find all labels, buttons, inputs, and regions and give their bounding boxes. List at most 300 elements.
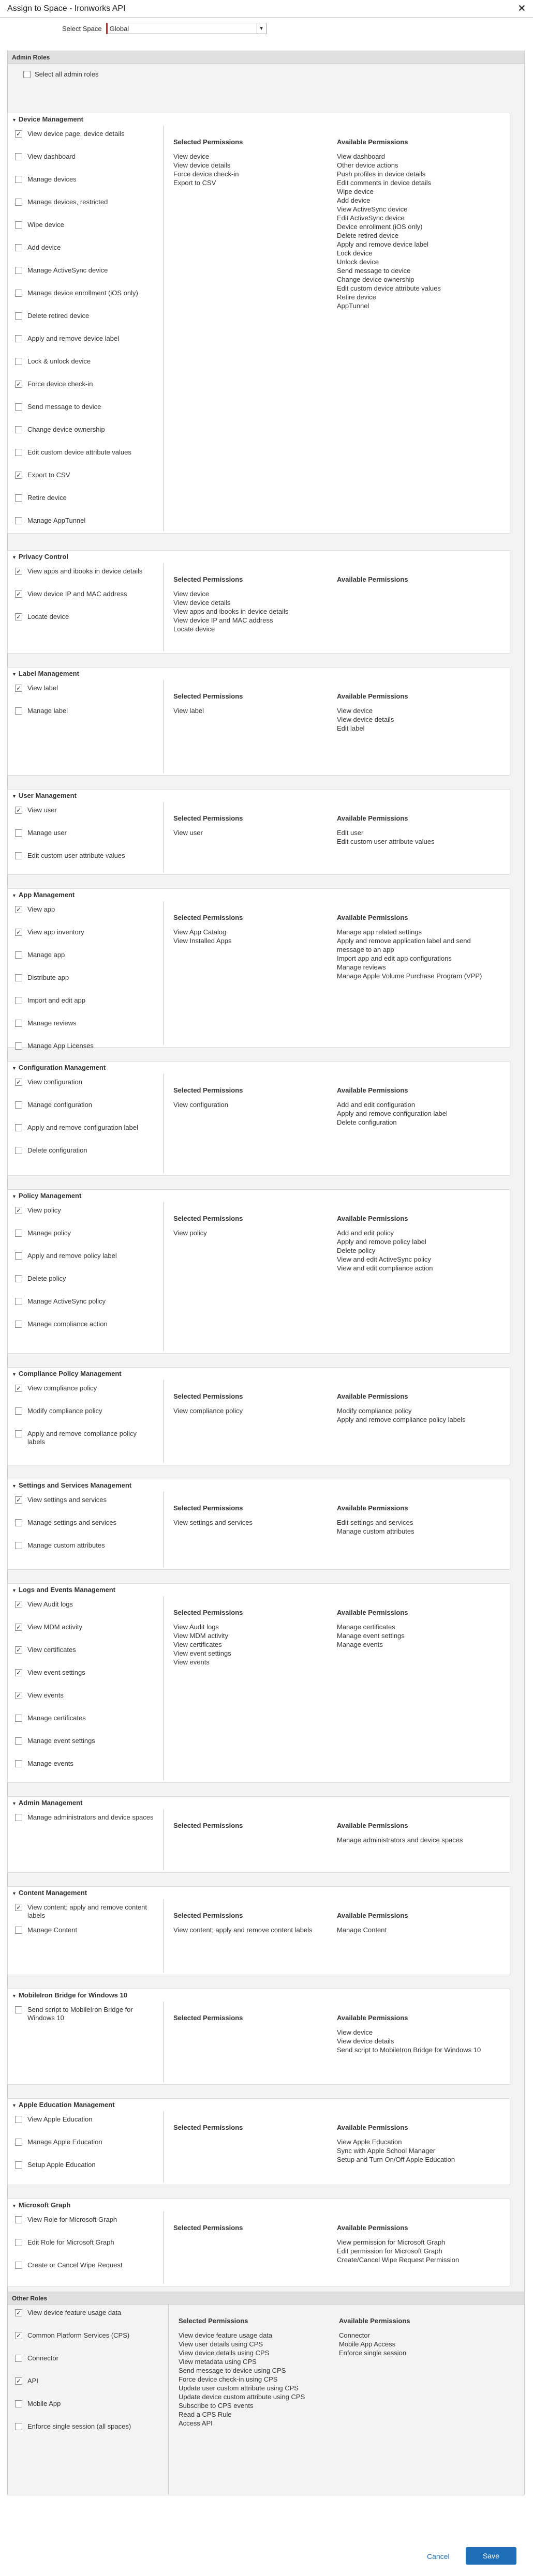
checkbox-modify-compliance-policy[interactable] — [15, 1407, 22, 1415]
permission-checkbox-row[interactable] — [15, 2309, 155, 2317]
checkbox-label: Enforce single session (all spaces) — [27, 2422, 131, 2430]
selected-permission-item: Send message to device using CPS — [179, 2367, 286, 2374]
checkbox-manage-policy[interactable] — [15, 1230, 22, 1237]
permission-checkbox-row[interactable] — [15, 244, 155, 252]
collapse-triangle-icon[interactable]: ▼ — [12, 1801, 17, 1806]
permission-checkbox-row[interactable] — [15, 403, 155, 411]
selected-permission-item: View settings and services — [173, 1519, 253, 1526]
selected-permission-item: View user details using CPS — [179, 2340, 263, 2348]
checkbox-common-platform-services-cps[interactable] — [15, 2332, 22, 2339]
checkbox-label: Manage configuration — [27, 1101, 93, 1109]
permission-checkbox-row[interactable] — [15, 221, 155, 229]
selected-permissions-column — [173, 126, 318, 187]
permission-checkbox-row[interactable] — [15, 312, 155, 320]
checkbox-manage-apptunnel[interactable] — [15, 517, 22, 524]
column-divider — [163, 1380, 164, 1463]
collapse-triangle-icon[interactable]: ▼ — [12, 117, 17, 123]
selected-permission-item: View device — [173, 590, 210, 598]
save-button[interactable]: Save — [466, 2547, 516, 2565]
role-group-header[interactable] — [8, 1368, 510, 1378]
permission-checkbox-row[interactable] — [15, 494, 155, 502]
available-permissions-column — [337, 1492, 492, 1536]
checkbox-label: Manage event settings — [27, 1737, 95, 1745]
selected-permissions-header: Selected Permissions — [173, 814, 243, 822]
checkbox-manage-administrators-and-device-spaces[interactable] — [15, 1814, 22, 1821]
selected-permissions-list — [173, 1100, 318, 1109]
checkbox-label: Edit custom device attribute values — [27, 448, 131, 456]
available-permissions-column — [337, 126, 492, 310]
available-permissions-list — [337, 928, 492, 980]
permission-checkbox-row[interactable] — [15, 448, 155, 457]
checkbox-view-role-for-microsoft-graph[interactable] — [15, 2216, 22, 2223]
permission-checkbox-row[interactable] — [15, 1691, 155, 1700]
column-divider — [168, 2305, 169, 2495]
available-permission-item: View and edit ActiveSync policy — [337, 1255, 431, 1263]
permission-checkbox-row[interactable] — [15, 1101, 155, 1109]
collapse-triangle-icon[interactable]: ▼ — [12, 893, 17, 898]
permission-checkbox-row[interactable] — [15, 2115, 155, 2124]
collapse-triangle-icon[interactable]: ▼ — [12, 1588, 17, 1593]
permission-checkbox-row[interactable] — [15, 1646, 155, 1654]
role-group-body — [8, 126, 510, 531]
checkbox-locate-device[interactable] — [15, 613, 22, 620]
permission-checkbox-row[interactable] — [15, 357, 155, 366]
available-permission-item: AppTunnel — [337, 302, 369, 310]
selected-permissions-column — [173, 1492, 318, 1527]
selected-permission-item: View device — [173, 153, 210, 160]
permission-checkbox-row[interactable] — [15, 2377, 155, 2385]
available-permission-item: Other device actions — [337, 161, 398, 169]
permission-checkbox-row[interactable] — [15, 1430, 155, 1446]
checkbox-wipe-device[interactable] — [15, 221, 22, 229]
collapse-triangle-icon[interactable]: ▼ — [12, 1194, 17, 1199]
permission-checkbox-row[interactable] — [15, 1275, 155, 1283]
permission-checkbox-row[interactable] — [15, 707, 155, 715]
checkbox-view-app[interactable] — [15, 906, 22, 913]
select-all-label: Select all admin roles — [35, 70, 99, 78]
role-group-header[interactable] — [8, 1190, 510, 1200]
selected-permission-item: View user — [173, 829, 203, 837]
permission-checkbox-row[interactable] — [15, 1384, 155, 1392]
checkbox-setup-apple-education[interactable] — [15, 2161, 22, 2169]
permission-checkbox-row[interactable] — [15, 2006, 155, 2022]
role-group-app-management — [7, 888, 510, 1048]
checkbox-view-policy[interactable] — [15, 1207, 22, 1214]
select-all-checkbox[interactable] — [23, 71, 31, 78]
selected-permissions-header: Selected Permissions — [173, 1086, 243, 1094]
available-permission-item: Delete configuration — [337, 1118, 397, 1126]
collapse-triangle-icon[interactable]: ▼ — [12, 1483, 17, 1489]
role-group-title: Settings and Services Management — [18, 1481, 132, 1489]
available-permission-item: Add and edit configuration — [337, 1101, 416, 1109]
checkbox-view-content-apply-and-remove-content-labels[interactable] — [15, 1904, 22, 1911]
select-all-row[interactable] — [8, 64, 524, 84]
role-group-header[interactable] — [8, 1479, 510, 1490]
checkbox-manage-app-licenses[interactable] — [15, 1042, 22, 1050]
checkbox-apply-and-remove-configuration-label[interactable] — [15, 1124, 22, 1131]
checkbox-label: View events — [27, 1691, 64, 1699]
collapse-triangle-icon[interactable]: ▼ — [12, 2203, 17, 2208]
selected-permission-item: View configuration — [173, 1101, 228, 1109]
collapse-triangle-icon[interactable]: ▼ — [12, 672, 17, 677]
available-permission-item: Manage administrators and device spaces — [337, 1836, 463, 1844]
checkbox-delete-retired-device[interactable] — [15, 312, 22, 320]
checkbox-manage-app[interactable] — [15, 951, 22, 959]
checkbox-manage-user[interactable] — [15, 829, 22, 837]
checkbox-apply-and-remove-device-label[interactable] — [15, 335, 22, 342]
permission-checkbox-row[interactable] — [15, 2261, 155, 2269]
role-group-body — [8, 2002, 510, 2082]
permission-checkbox-row[interactable] — [15, 567, 155, 575]
checkbox-view-apple-education[interactable] — [15, 2116, 22, 2123]
permission-checkbox-row[interactable] — [15, 2238, 155, 2247]
available-permission-item: Device enrollment (iOS only) — [337, 223, 423, 231]
select-space-row — [0, 18, 533, 39]
permission-checkbox-row[interactable] — [15, 1669, 155, 1677]
checkbox-view-event-settings[interactable] — [15, 1669, 22, 1676]
checkbox-manage-content[interactable] — [15, 1927, 22, 1934]
selected-permissions-header: Selected Permissions — [173, 2224, 243, 2232]
available-permission-item: Import app and edit app configurations — [337, 954, 452, 962]
role-group-compliance-policy-management — [7, 1367, 510, 1465]
permission-checkbox-row[interactable] — [15, 1124, 155, 1132]
role-group-title: Privacy Control — [18, 553, 69, 560]
permission-checkbox-row[interactable] — [15, 2331, 155, 2340]
checkbox-label: Manage devices, restricted — [27, 198, 108, 206]
available-permission-item: View and edit compliance action — [337, 1264, 433, 1272]
role-group-header[interactable] — [8, 2099, 510, 2109]
role-group-header[interactable] — [8, 668, 510, 678]
checkbox-manage-activesync-device[interactable] — [15, 267, 22, 274]
permission-checkbox-row[interactable] — [15, 613, 155, 621]
checkbox-edit-custom-user-attribute-values[interactable] — [15, 852, 22, 859]
available-permissions-column — [337, 680, 492, 733]
checkbox-manage-configuration[interactable] — [15, 1101, 22, 1109]
checkbox-mobile-app[interactable] — [15, 2400, 22, 2407]
permission-checkbox-row[interactable] — [15, 1737, 155, 1745]
checkbox-label: Apply and remove configuration label — [27, 1124, 138, 1131]
checkbox-label: Manage app — [27, 951, 65, 959]
permission-checkbox-row[interactable] — [15, 1042, 155, 1050]
select-space-dropdown[interactable] — [106, 23, 266, 34]
role-group-title: Configuration Management — [18, 1064, 106, 1071]
role-group-header[interactable] — [8, 1062, 510, 1072]
permission-checkbox-row[interactable] — [15, 517, 155, 525]
permission-checkbox-row[interactable] — [15, 1252, 155, 1260]
permission-checkbox-row[interactable] — [15, 806, 155, 814]
collapse-triangle-icon[interactable]: ▼ — [12, 1993, 17, 1998]
checkbox-import-and-edit-app[interactable] — [15, 997, 22, 1004]
selected-permissions-column — [179, 2305, 323, 2428]
permission-checkbox-row[interactable] — [15, 974, 155, 982]
checkbox-label: Manage compliance action — [27, 1320, 108, 1328]
available-permission-item: Wipe device — [337, 188, 374, 195]
available-permissions-list — [337, 2138, 492, 2164]
permission-checkbox-row[interactable] — [15, 2161, 155, 2169]
checkbox-view-user[interactable] — [15, 807, 22, 814]
permission-checkbox-row[interactable] — [15, 289, 155, 297]
checkbox-label: Modify compliance policy — [27, 1407, 102, 1415]
checkbox-manage-label[interactable] — [15, 707, 22, 715]
checkbox-label: Import and edit app — [27, 996, 86, 1004]
available-permission-item: View ActiveSync device — [337, 205, 408, 213]
checkbox-manage-event-settings[interactable] — [15, 1737, 22, 1745]
checkbox-change-device-ownership[interactable] — [15, 426, 22, 433]
checkbox-force-device-check-in[interactable] — [15, 381, 22, 388]
permission-checkbox-row[interactable] — [15, 1206, 155, 1215]
selected-permission-item: Subscribe to CPS events — [179, 2402, 254, 2410]
selected-permission-item: View events — [173, 1658, 210, 1666]
available-permission-item: Edit settings and services — [337, 1519, 413, 1526]
permission-checkbox-row[interactable] — [15, 1297, 155, 1306]
role-group-body — [8, 1809, 510, 1870]
permission-checkbox-row[interactable] — [15, 2216, 155, 2224]
checkbox-retire-device[interactable] — [15, 494, 22, 502]
permission-checkbox-row[interactable] — [15, 1146, 155, 1155]
permission-checkbox-row[interactable] — [15, 905, 155, 914]
checkbox-add-device[interactable] — [15, 244, 22, 251]
checkbox-label: View dashboard — [27, 153, 76, 160]
role-group-header[interactable] — [8, 113, 510, 124]
checkbox-create-or-cancel-wipe-request[interactable] — [15, 2262, 22, 2269]
checkbox-manage-devices-restricted[interactable] — [15, 199, 22, 206]
selected-permission-item: View event settings — [173, 1649, 231, 1657]
permission-checkbox-row[interactable] — [15, 1320, 155, 1328]
checkbox-view-audit-logs[interactable] — [15, 1601, 22, 1608]
checkbox-label: Manage certificates — [27, 1714, 86, 1722]
permission-checkbox-row[interactable] — [15, 684, 155, 692]
checkbox-edit-custom-device-attribute-values[interactable] — [15, 449, 22, 456]
permission-checkbox-row[interactable] — [15, 153, 155, 161]
selected-permission-item: View compliance policy — [173, 1407, 243, 1415]
selected-permissions-header: Selected Permissions — [173, 2014, 243, 2022]
collapse-triangle-icon[interactable]: ▼ — [12, 555, 17, 560]
checkbox-manage-devices[interactable] — [15, 176, 22, 183]
selected-permissions-list — [173, 152, 318, 187]
available-permissions-header: Available Permissions — [337, 1912, 408, 1919]
column-divider — [163, 802, 164, 872]
role-group-configuration-management — [7, 1061, 510, 1176]
selected-permission-item: View device details using CPS — [179, 2349, 270, 2357]
collapse-triangle-icon[interactable]: ▼ — [12, 1891, 17, 1896]
column-divider — [163, 1809, 164, 1870]
selected-permission-item: Access API — [179, 2419, 213, 2427]
permission-checkbox-row[interactable] — [15, 1229, 155, 1237]
permission-checkbox-row[interactable] — [15, 1541, 155, 1550]
permission-checkbox-row[interactable] — [15, 1519, 155, 1527]
permission-checkbox-row[interactable] — [15, 928, 155, 936]
role-group-header[interactable] — [8, 889, 510, 899]
permission-checkbox-row[interactable] — [15, 130, 155, 138]
role-group-body — [8, 680, 510, 773]
role-group-header[interactable] — [8, 551, 510, 561]
role-group-title: Label Management — [18, 670, 79, 677]
permission-checkbox-row[interactable] — [15, 198, 155, 206]
checkbox-connector[interactable] — [15, 2355, 22, 2362]
collapse-triangle-icon[interactable]: ▼ — [12, 1372, 17, 1377]
checkbox-label: View compliance policy — [27, 1384, 97, 1392]
selected-permissions-column — [173, 802, 318, 837]
permission-checkbox-row[interactable] — [15, 852, 155, 860]
available-permission-item: Edit ActiveSync device — [337, 214, 405, 222]
role-group-title: Device Management — [18, 115, 83, 123]
column-divider — [163, 1899, 164, 1973]
permission-checkbox-row[interactable] — [15, 1078, 155, 1086]
permission-checkbox-row[interactable] — [15, 2354, 155, 2362]
checkbox-manage-certificates[interactable] — [15, 1715, 22, 1722]
selected-permission-item: View device IP and MAC address — [173, 616, 273, 624]
permission-checkbox-row[interactable] — [15, 175, 155, 184]
checkbox-view-settings-and-services[interactable] — [15, 1496, 22, 1504]
permission-checkbox-row[interactable] — [15, 1903, 155, 1920]
available-permissions-header: Available Permissions — [337, 2014, 408, 2022]
permission-checkbox-row[interactable] — [15, 1813, 155, 1822]
checkbox-label: Connector — [27, 2354, 58, 2362]
role-group-header[interactable] — [8, 790, 510, 800]
checkbox-enforce-single-session-all-spaces[interactable] — [15, 2423, 22, 2430]
checkbox-view-label[interactable] — [15, 685, 22, 692]
available-permission-item: Apply and remove policy label — [337, 1238, 426, 1246]
checkbox-manage-device-enrollment-ios-only[interactable] — [15, 290, 22, 297]
available-permission-item: Edit permission for Microsoft Graph — [337, 2247, 442, 2255]
available-permissions-column — [337, 802, 492, 846]
permission-checkbox-row[interactable] — [15, 1623, 155, 1631]
checkbox-send-message-to-device[interactable] — [15, 403, 22, 411]
permission-checkbox-row[interactable] — [15, 2138, 155, 2146]
available-permissions-column — [337, 1899, 492, 1934]
collapse-triangle-icon[interactable]: ▼ — [12, 1066, 17, 1071]
checkbox-view-dashboard[interactable] — [15, 153, 22, 160]
collapse-triangle-icon[interactable]: ▼ — [12, 2103, 17, 2108]
checkbox-edit-role-for-microsoft-graph[interactable] — [15, 2239, 22, 2246]
permission-checkbox-row[interactable] — [15, 590, 155, 598]
available-permission-item: View device details — [337, 716, 394, 723]
role-group-label-management — [7, 667, 510, 776]
permission-checkbox-row[interactable] — [15, 1760, 155, 1768]
checkbox-label: View certificates — [27, 1646, 76, 1654]
selected-permissions-column — [173, 1809, 318, 1836]
checkbox-label: Delete policy — [27, 1275, 66, 1282]
permission-checkbox-row[interactable] — [15, 380, 155, 388]
available-permissions-header: Available Permissions — [337, 692, 408, 700]
permission-checkbox-row[interactable] — [15, 1714, 155, 1722]
role-group-header[interactable] — [8, 2199, 510, 2209]
checkbox-manage-reviews[interactable] — [15, 1020, 22, 1027]
permission-checkbox-row[interactable] — [15, 1019, 155, 1027]
checkbox-view-device-ip-and-mac-address[interactable] — [15, 590, 22, 598]
permission-checkbox-row[interactable] — [15, 1600, 155, 1609]
available-permission-item: Add device — [337, 196, 371, 204]
role-group-header[interactable] — [8, 1584, 510, 1594]
checkbox-apply-and-remove-compliance-policy-labels[interactable] — [15, 1430, 22, 1437]
checkbox-label: Manage events — [27, 1760, 73, 1767]
role-group-policy-management — [7, 1189, 510, 1354]
selected-permissions-list — [173, 1406, 318, 1415]
checkbox-manage-compliance-action[interactable] — [15, 1321, 22, 1328]
permission-checkbox-row[interactable] — [15, 266, 155, 275]
role-group-logs-and-events-management — [7, 1583, 510, 1783]
checkbox-delete-configuration[interactable] — [15, 1147, 22, 1154]
available-permissions-column — [337, 1202, 492, 1272]
permission-checkbox-row[interactable] — [15, 1926, 155, 1934]
permission-checkbox-row[interactable] — [15, 426, 155, 434]
selected-permission-item: View content; apply and remove content labels — [173, 1926, 313, 1934]
available-permissions-header: Available Permissions — [337, 814, 408, 822]
permission-checkbox-row[interactable] — [15, 471, 155, 479]
checkbox-view-device-page-device-details[interactable] — [15, 130, 22, 138]
checkbox-view-configuration[interactable] — [15, 1079, 22, 1086]
checkbox-view-apps-and-ibooks-in-device-details[interactable] — [15, 568, 22, 575]
checkbox-view-certificates[interactable] — [15, 1646, 22, 1654]
checkbox-manage-events[interactable] — [15, 1760, 22, 1767]
role-group-header[interactable] — [8, 1989, 510, 1999]
selected-permission-item: Update user custom attribute using CPS — [179, 2384, 299, 2392]
permission-checkbox-row[interactable] — [15, 1496, 155, 1504]
checkbox-apply-and-remove-policy-label[interactable] — [15, 1252, 22, 1260]
checkbox-label: View Apple Education — [27, 2115, 93, 2123]
checkbox-label: Apply and remove compliance policy labels — [27, 1430, 137, 1446]
checkbox-manage-settings-and-services[interactable] — [15, 1519, 22, 1526]
available-permission-item: View permission for Microsoft Graph — [337, 2238, 446, 2246]
selected-permission-item: Locate device — [173, 625, 215, 633]
other-roles-panel — [7, 2292, 525, 2495]
role-group-title: Compliance Policy Management — [18, 1370, 122, 1377]
available-permissions-list — [337, 828, 492, 846]
collapse-triangle-icon[interactable]: ▼ — [12, 794, 17, 799]
checkbox-label: Manage Content — [27, 1926, 78, 1934]
permission-checkbox-row[interactable] — [15, 829, 155, 837]
checkbox-view-compliance-policy[interactable] — [15, 1385, 22, 1392]
available-permission-item: Edit label — [337, 724, 365, 732]
permission-checkbox-row[interactable] — [15, 1407, 155, 1415]
checkbox-view-device-feature-usage-data[interactable] — [15, 2309, 22, 2316]
permission-checkbox-row[interactable] — [15, 2422, 155, 2431]
role-group-title: Apple Education Management — [18, 2101, 115, 2109]
available-permissions-header: Available Permissions — [337, 1215, 408, 1222]
permission-checkbox-row[interactable] — [15, 951, 155, 959]
role-group-microsoft-graph — [7, 2199, 510, 2286]
checkbox-export-to-csv[interactable] — [15, 472, 22, 479]
checkbox-send-script-to-mobileiron-bridge-for-windows-10[interactable] — [15, 2006, 22, 2013]
checkbox-distribute-app[interactable] — [15, 974, 22, 981]
checkbox-view-mdm-activity[interactable] — [15, 1624, 22, 1631]
role-group-header[interactable] — [8, 1887, 510, 1897]
checkbox-api[interactable] — [15, 2377, 22, 2385]
checkbox-label: View content; apply and remove content labels — [27, 1903, 147, 1919]
role-group-header[interactable] — [8, 1797, 510, 1807]
role-group-title: App Management — [18, 891, 75, 899]
checkbox-view-events[interactable] — [15, 1692, 22, 1699]
role-group-user-management — [7, 789, 510, 875]
column-divider — [163, 1202, 164, 1351]
permission-checkbox-row[interactable] — [15, 335, 155, 343]
checkbox-delete-policy[interactable] — [15, 1275, 22, 1282]
permission-checkbox-row[interactable] — [15, 996, 155, 1005]
available-permissions-list — [337, 152, 492, 310]
checkbox-manage-apple-education[interactable] — [15, 2139, 22, 2146]
role-group-settings-and-services-management — [7, 1479, 510, 1570]
checkbox-label: Send message to device — [27, 403, 101, 411]
selected-permission-item: View Installed Apps — [173, 937, 232, 945]
checkbox-manage-activesync-policy[interactable] — [15, 1298, 22, 1305]
permission-checkbox-row[interactable] — [15, 2400, 155, 2408]
checkbox-label: View device IP and MAC address — [27, 590, 127, 598]
close-icon[interactable]: ✕ — [517, 3, 526, 13]
cancel-button[interactable]: Cancel — [427, 2552, 450, 2560]
checkbox-manage-custom-attributes[interactable] — [15, 1542, 22, 1549]
checkbox-lock-unlock-device[interactable] — [15, 358, 22, 365]
checkbox-view-app-inventory[interactable] — [15, 929, 22, 936]
